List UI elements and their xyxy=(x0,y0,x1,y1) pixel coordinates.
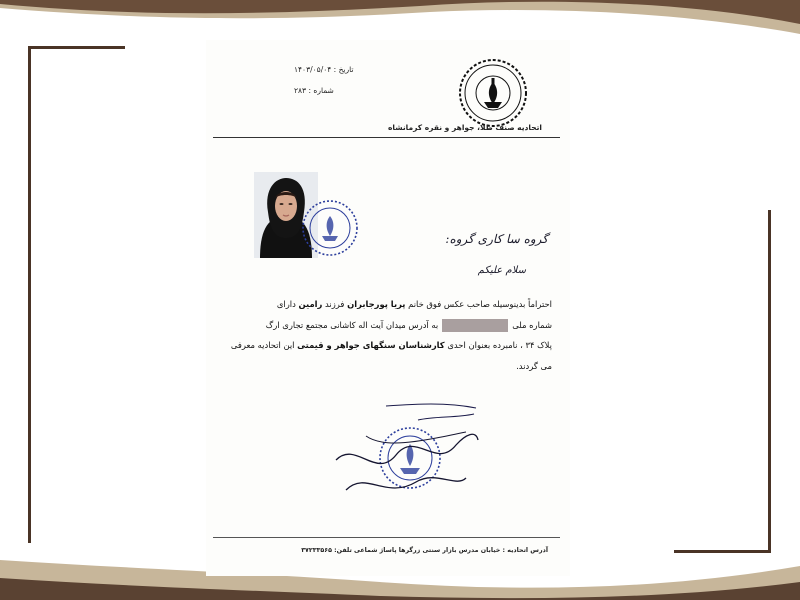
salutation-recipient: گروه سا کاری گروه: xyxy=(445,232,548,246)
header-divider xyxy=(213,137,560,138)
org-name: اتحادیه صنف طلا، جواهر و نقره کرمانشاه xyxy=(387,123,542,132)
expert-title: کارشناسان سنگهای جواهر و قیمتی xyxy=(297,340,445,350)
frame-bracket-right xyxy=(674,210,771,553)
salutation-greeting: سلام علیکم xyxy=(477,265,526,276)
letter-document xyxy=(206,40,570,576)
letter-body xyxy=(226,294,552,376)
letter-number: شماره : ۲۸۳ xyxy=(294,86,334,95)
footer-divider xyxy=(213,537,560,538)
body-line-3: پلاک ۳۴ ، نامبرده بعنوان احدی کارشناسان سنگهای جواهر و قیمتی این اتحادیه معرفی xyxy=(230,340,552,350)
body-line-2: شماره ملیبه آدرس میدان آیت اله کاشانی مجتمع تجاری ارگ xyxy=(265,319,552,330)
body-line-4: می گردند. xyxy=(516,360,552,371)
footer-address: آدرس اتحادیه : خیابان مدرس بازار سنتی زرگرها پاساژ شماعی تلفن: ۳۷۲۳۳۵۶۵ xyxy=(301,547,548,554)
signature-stamp xyxy=(326,400,486,510)
letter-date: تاریخ : ۱۴۰۳/۰۵/۰۴ xyxy=(294,65,354,74)
body-line-1: احتراماً بدینوسیله صاحب عکس فوق خانم پریا پورجابران فرزند رامین دارای xyxy=(276,299,552,309)
frame-bracket-left xyxy=(28,46,125,543)
father-name: رامین xyxy=(298,299,323,309)
applicant-name: پریا پورجابران xyxy=(347,299,406,309)
union-emblem-icon xyxy=(458,58,528,128)
photo-stamp-icon xyxy=(300,192,362,264)
redacted-national-id xyxy=(442,319,508,332)
